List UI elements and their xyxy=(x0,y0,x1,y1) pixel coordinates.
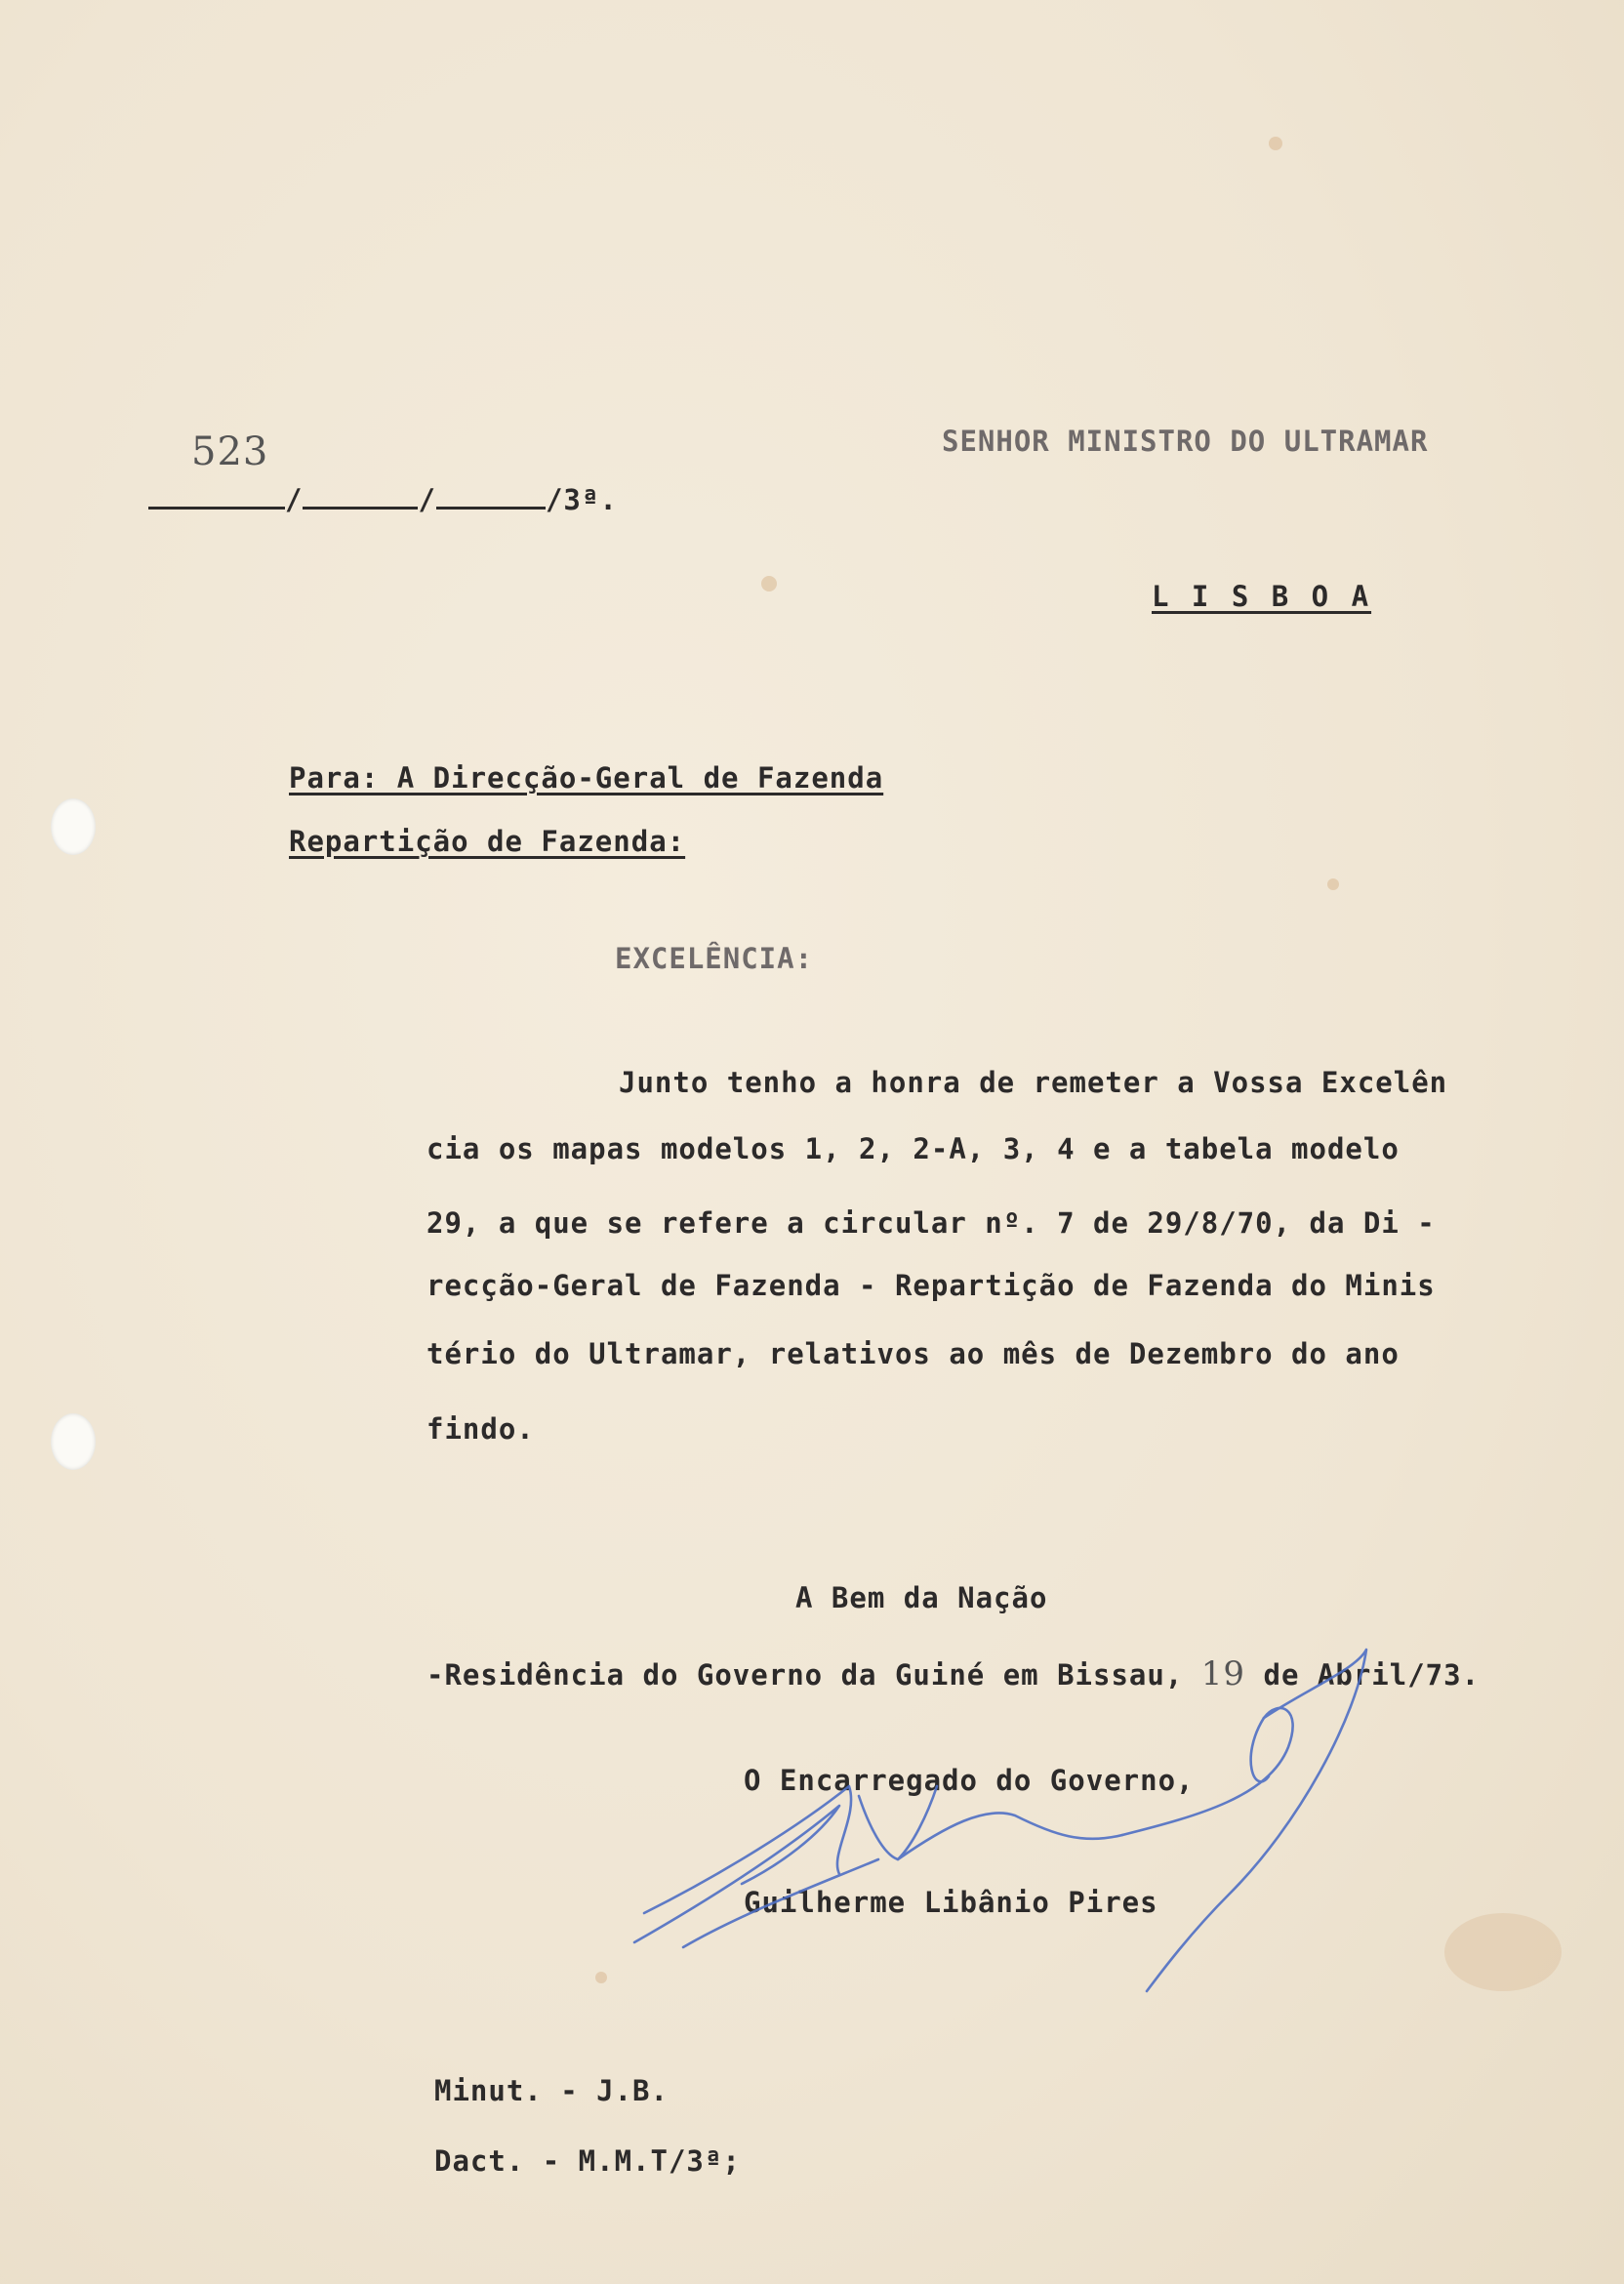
motto: A Bem da Nação xyxy=(795,1581,1048,1614)
minut-note: Minut. - J.B. xyxy=(434,2074,669,2107)
body-line: recção-Geral de Fazenda - Repartição de Fazenda do Minis xyxy=(426,1269,1436,1302)
body-line: tério do Ultramar, relativos ao mês de Dezembro do ano xyxy=(426,1337,1400,1370)
document-number: 523 xyxy=(191,429,269,474)
signatory-name: Guilherme Libânio Pires xyxy=(744,1886,1158,1919)
place-prefix: -Residência do Governo da Guiné em Bissau, xyxy=(426,1658,1184,1692)
reference-line: / / /3ª. xyxy=(148,483,618,516)
para-line-1: Para: A Direcção-Geral de Fazenda xyxy=(289,761,884,795)
body-line: Junto tenho a honra de remeter a Vossa Excelên xyxy=(619,1066,1448,1099)
handwritten-day: 19 xyxy=(1200,1654,1246,1693)
reference-suffix: /3ª. xyxy=(545,483,618,516)
body-line: cia os mapas modelos 1, 2, 2-A, 3, 4 e a tabela modelo xyxy=(426,1132,1400,1165)
signatory-role: O Encarregado do Governo, xyxy=(744,1764,1195,1797)
place-suffix: de Abril/73. xyxy=(1263,1658,1481,1692)
dact-note: Dact. - M.M.T/3ª; xyxy=(434,2144,741,2178)
city: L I S B O A xyxy=(1152,580,1372,613)
para-line-2: Repartição de Fazenda: xyxy=(289,825,686,858)
body-line: findo. xyxy=(426,1412,535,1446)
addressee: SENHOR MINISTRO DO ULTRAMAR xyxy=(942,425,1429,458)
salutation: EXCELÊNCIA: xyxy=(615,942,814,975)
body-line: 29, a que se refere a circular nº. 7 de 29/8/70, da Di - xyxy=(426,1206,1436,1240)
